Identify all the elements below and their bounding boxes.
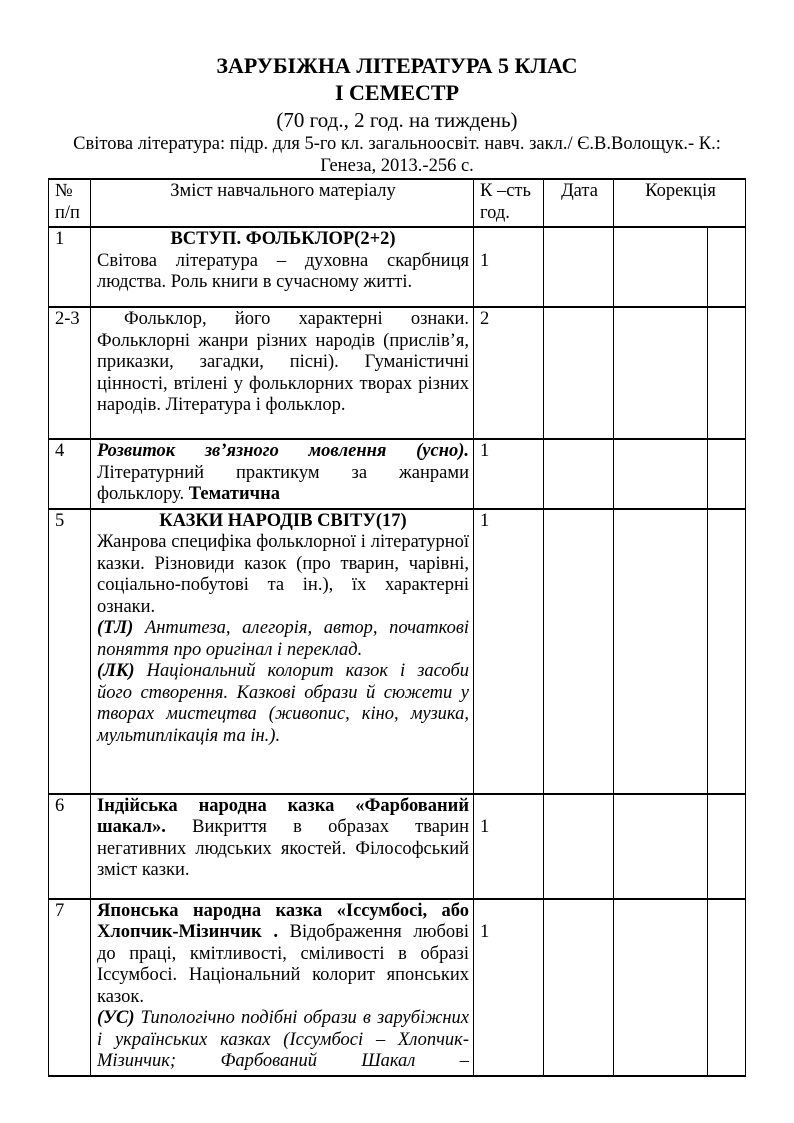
text-segment: Типологічно подібні образи в зарубіжних і українських казках (Іссумбосі – Хлопчик-Мізинчик; Фарбований Шакал –	[97, 1008, 469, 1071]
table-row	[49, 794, 746, 899]
table-row	[49, 439, 746, 509]
text-segment: Національний колорит казок і засоби його створення. Казкові образи й сюжети у творах мистецтва (живопис, кіно, музика, мультиплікація та ін.).	[97, 661, 469, 746]
row-date-cell	[544, 307, 614, 439]
header-hours-line2: год.	[480, 202, 510, 223]
paragraph	[97, 251, 469, 294]
row-number: 7	[49, 899, 91, 1076]
text-segment: Літературний практикум за жанрами фольклору.	[97, 462, 469, 504]
row-content	[91, 307, 474, 439]
text-segment: Фольклор, його характерні ознаки. Фольклорні жанри різних народів (прислів’я, приказки, загадки, пісні). Гуманістичні цінності, втілені у фольклорних творах різних народів. Література і фольклор.	[97, 309, 469, 415]
row-correction-cell-1	[614, 307, 708, 439]
text-segment: КАЗКИ НАРОДІВ СВІТУ(17)	[159, 510, 407, 531]
hours-value: 1	[480, 817, 490, 837]
row-correction-cell-1	[614, 509, 708, 794]
row-correction-cell-2	[708, 899, 746, 1076]
text-segment: Індійська народна казка «Фарбований шакал».	[97, 795, 469, 837]
text-segment: (ТЛ)	[97, 618, 145, 638]
paragraph	[97, 796, 469, 882]
row-correction-cell-2	[708, 794, 746, 899]
text-segment: Антитеза, алегорія, автор, початкові поняття про оригінал і переклад.	[97, 618, 469, 660]
paragraph	[97, 1008, 469, 1073]
semester-subtitle: І СЕМЕСТР	[334, 80, 460, 105]
row-hours	[474, 307, 544, 439]
row-number: 6	[49, 794, 91, 899]
row-correction-cell-2	[708, 307, 746, 439]
text-segment: Викриття в образах тварин негативних людських якостей. Філософський зміст казки.	[97, 817, 470, 880]
paragraph	[97, 229, 469, 251]
header-number-line1: №	[55, 181, 73, 201]
hours-value: 1	[480, 250, 490, 271]
header-number-line2: п/п	[55, 202, 80, 223]
text-segment: ВСТУП. ФОЛЬКЛОР(2+2)	[170, 229, 396, 249]
text-segment: Тематична	[188, 484, 280, 504]
hours-value: 1	[480, 510, 490, 531]
row-correction-cell-1	[614, 899, 708, 1076]
hours-value: 1	[480, 922, 490, 942]
header-content: Зміст навчального матеріалу	[91, 179, 474, 227]
hours-value: 1	[480, 441, 490, 461]
header-hours-line1: К –сть	[480, 181, 531, 201]
row-content	[91, 794, 474, 899]
row-hours	[474, 509, 544, 794]
textbook-source: Світова література: підр. для 5-го кл. загальноосвіт. навч. закл./ Є.В.Волощук.- К.: Генеза, 2013.-256 с.	[73, 134, 721, 176]
row-correction-cell-1	[614, 439, 708, 509]
row-content	[91, 899, 474, 1076]
row-date-cell	[544, 509, 614, 794]
table-body	[49, 227, 746, 1076]
paragraph	[97, 618, 469, 661]
row-date-cell	[544, 439, 614, 509]
row-hours	[474, 227, 544, 307]
paragraph	[97, 511, 469, 533]
title-block	[0, 52, 794, 177]
row-hours	[474, 794, 544, 899]
paragraph	[97, 661, 469, 747]
paragraph	[97, 532, 469, 618]
text-segment: (ЛК)	[97, 661, 147, 681]
row-hours	[474, 899, 544, 1076]
header-correction: Корекція	[614, 179, 746, 227]
header-row	[49, 179, 746, 227]
row-date-cell	[544, 899, 614, 1076]
row-number: 1	[49, 227, 91, 307]
paragraph	[97, 309, 469, 417]
row-content	[91, 509, 474, 794]
table-row	[49, 509, 746, 794]
paragraph	[97, 901, 469, 1009]
row-content	[91, 227, 474, 307]
row-correction-cell-2	[708, 439, 746, 509]
table-row	[49, 899, 746, 1076]
text-segment: (УС)	[97, 1008, 141, 1028]
hours-note: (70 год., 2 год. на тиждень)	[276, 108, 518, 132]
table-header	[49, 179, 746, 227]
header-hours	[474, 179, 544, 227]
table-row	[49, 307, 746, 439]
paragraph	[97, 441, 469, 506]
row-correction-cell-2	[708, 509, 746, 794]
table-row	[49, 227, 746, 307]
row-date-cell	[544, 227, 614, 307]
curriculum-table	[48, 178, 746, 1077]
hours-value: 2	[480, 309, 490, 329]
header-date: Дата	[544, 179, 614, 227]
row-hours	[474, 439, 544, 509]
row-correction-cell-1	[614, 794, 708, 899]
text-segment: Жанрова специфіка фольклорної і літературної казки. Різновиди казок (про тварин, чарівні, соціально-побутові та ін.), їх характерні ознаки.	[97, 532, 469, 617]
row-number: 2-3	[49, 307, 91, 439]
text-segment: Світова література – духовна скарбниця людства. Роль книги в сучасному житті.	[97, 250, 469, 292]
row-number: 5	[49, 509, 91, 794]
row-content	[91, 439, 474, 509]
text-segment: Розвиток зв’язного мовлення (усно).	[97, 441, 469, 461]
row-number: 4	[49, 439, 91, 509]
row-correction-cell-1	[614, 227, 708, 307]
row-correction-cell-2	[708, 227, 746, 307]
header-number	[49, 179, 91, 227]
text-segment: Японська народна казка «Іссумбосі, або Хлопчик-Мізинчик .	[97, 900, 469, 942]
text-segment: Відображення любові до праці, кмітливості, сміливості в образі Іссумбосі. Національний колорит японських казок.	[97, 922, 469, 1007]
page-title: ЗАРУБІЖНА ЛІТЕРАТУРА 5 КЛАС	[216, 53, 578, 78]
row-date-cell	[544, 794, 614, 899]
